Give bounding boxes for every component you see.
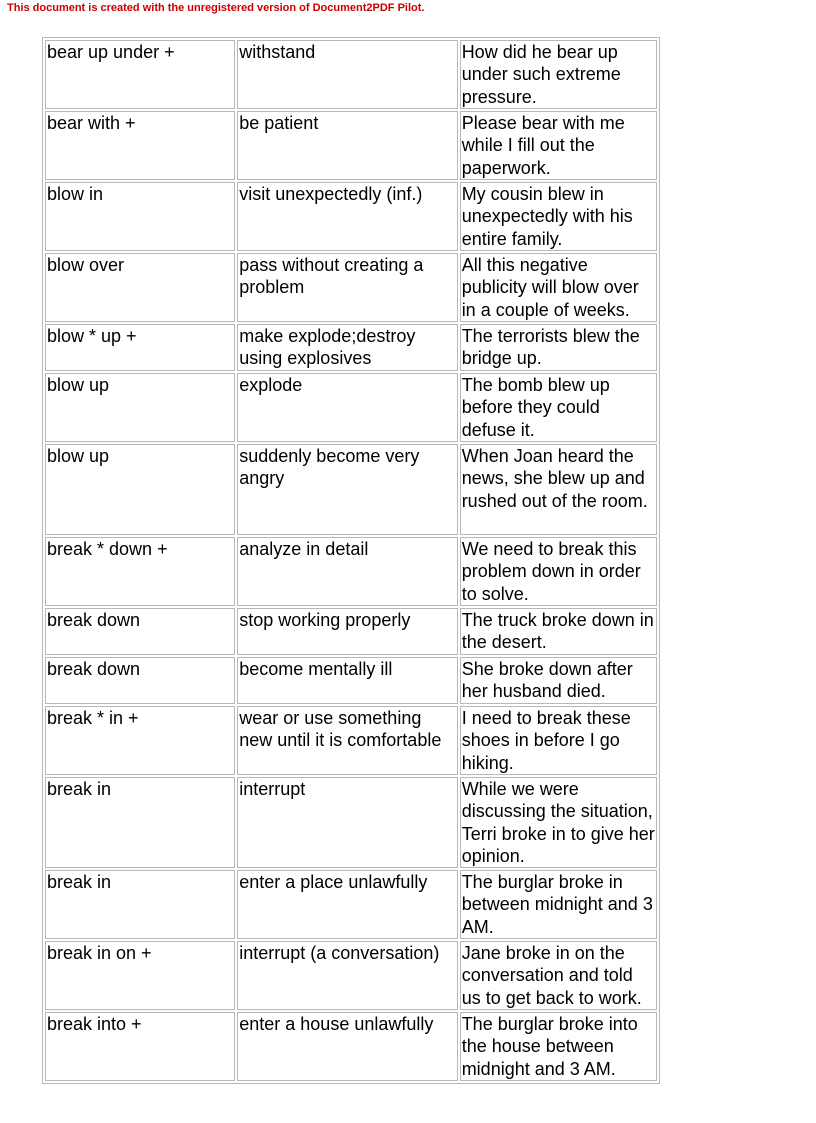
phrasal-verb-cell: blow up xyxy=(45,444,235,535)
meaning-cell: interrupt (a conversation) xyxy=(237,941,457,1010)
phrasal-verb-cell: blow * up + xyxy=(45,324,235,371)
phrasal-verb-cell: break in xyxy=(45,870,235,939)
example-cell: She broke down after her husband died. xyxy=(460,657,657,704)
table-row xyxy=(45,444,657,535)
meaning-cell: analyze in detail xyxy=(237,537,457,606)
phrasal-verb-cell: break * down + xyxy=(45,537,235,606)
example-cell: When Joan heard the news, she blew up and rushed out of the room. xyxy=(460,444,657,535)
example-cell: The bomb blew up before they could defuse it. xyxy=(460,373,657,442)
example-cell: I need to break these shoes in before I go hiking. xyxy=(460,706,657,775)
meaning-cell: be patient xyxy=(237,111,457,180)
example-cell: The burglar broke into the house between midnight and 3 AM. xyxy=(460,1012,657,1081)
phrasal-verb-cell: break down xyxy=(45,608,235,655)
meaning-cell: interrupt xyxy=(237,777,457,868)
meaning-cell: become mentally ill xyxy=(237,657,457,704)
meaning-cell: wear or use something new until it is comfortable xyxy=(237,706,457,775)
example-cell: The burglar broke in between midnight and 3 AM. xyxy=(460,870,657,939)
phrasal-verb-cell: blow over xyxy=(45,253,235,322)
example-cell: We need to break this problem down in order to solve. xyxy=(460,537,657,606)
meaning-cell: explode xyxy=(237,373,457,442)
table-row xyxy=(45,40,657,109)
table-row xyxy=(45,373,657,442)
table-row xyxy=(45,941,657,1010)
unregistered-version-banner: This document is created with the unregistered version of Document2PDF Pilot. xyxy=(7,2,425,14)
table-body xyxy=(45,40,657,1081)
example-cell: The truck broke down in the desert. xyxy=(460,608,657,655)
table-row xyxy=(45,777,657,868)
table-row xyxy=(45,182,657,251)
table-row xyxy=(45,870,657,939)
table-row xyxy=(45,608,657,655)
phrasal-verb-cell: break down xyxy=(45,657,235,704)
meaning-cell: enter a place unlawfully xyxy=(237,870,457,939)
phrasal-verb-cell: break into + xyxy=(45,1012,235,1081)
example-cell: While we were discussing the situation, Terri broke in to give her opinion. xyxy=(460,777,657,868)
meaning-cell: withstand xyxy=(237,40,457,109)
table-row xyxy=(45,1012,657,1081)
meaning-cell: pass without creating a problem xyxy=(237,253,457,322)
phrasal-verb-cell: blow up xyxy=(45,373,235,442)
meaning-cell: suddenly become very angry xyxy=(237,444,457,535)
meaning-cell: enter a house unlawfully xyxy=(237,1012,457,1081)
phrasal-verb-cell: blow in xyxy=(45,182,235,251)
phrasal-verb-cell: bear up under + xyxy=(45,40,235,109)
table-row xyxy=(45,111,657,180)
table-row xyxy=(45,657,657,704)
phrasal-verbs-table xyxy=(42,37,660,1084)
table-row xyxy=(45,253,657,322)
phrasal-verb-cell: break in on + xyxy=(45,941,235,1010)
example-cell: My cousin blew in unexpectedly with his entire family. xyxy=(460,182,657,251)
meaning-cell: make explode;destroy using explosives xyxy=(237,324,457,371)
example-cell: Jane broke in on the conversation and told us to get back to work. xyxy=(460,941,657,1010)
meaning-cell: visit unexpectedly (inf.) xyxy=(237,182,457,251)
table-row xyxy=(45,324,657,371)
example-cell: How did he bear up under such extreme pressure. xyxy=(460,40,657,109)
phrasal-verb-cell: bear with + xyxy=(45,111,235,180)
table-row xyxy=(45,706,657,775)
phrasal-verb-cell: break * in + xyxy=(45,706,235,775)
example-cell: The terrorists blew the bridge up. xyxy=(460,324,657,371)
phrasal-verb-cell: break in xyxy=(45,777,235,868)
example-cell: Please bear with me while I fill out the paperwork. xyxy=(460,111,657,180)
example-cell: All this negative publicity will blow over in a couple of weeks. xyxy=(460,253,657,322)
meaning-cell: stop working properly xyxy=(237,608,457,655)
table-row xyxy=(45,537,657,606)
